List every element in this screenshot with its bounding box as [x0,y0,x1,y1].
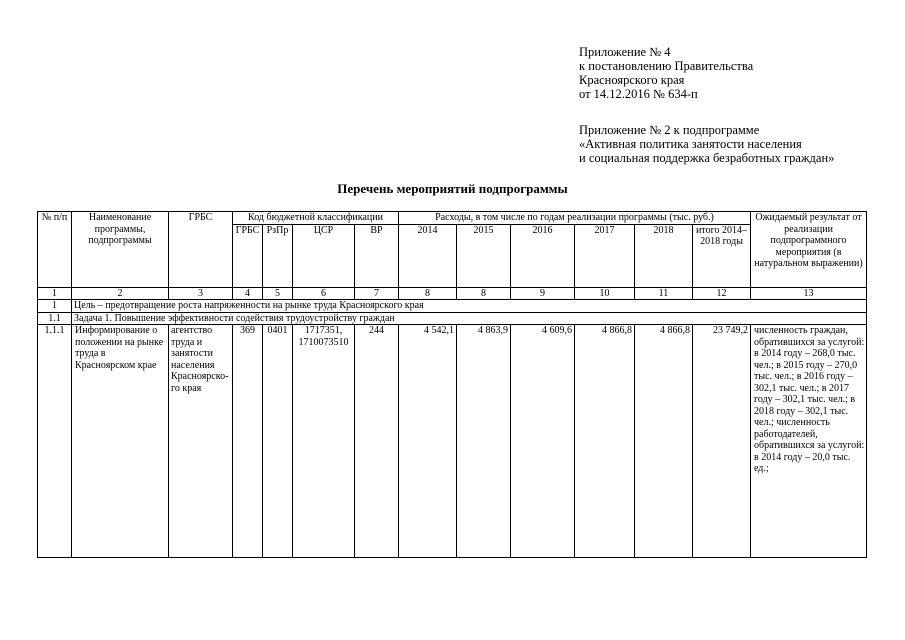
goal-row [38,300,867,313]
column-number: 8 [457,287,511,300]
header-num: № п/п [38,212,72,288]
header-total: итого 2014–2018 годы [693,224,751,287]
appendix-2-block [579,123,834,165]
header-year-2014: 2014 [399,224,457,287]
appendix-4-line: от 14.12.2016 № 634-п [579,87,698,101]
appendix-2-line: и социальная поддержка безработных граждан» [579,151,835,165]
column-number: 8 [399,287,457,300]
header-budget-code: Код бюджетной классификации [233,212,399,225]
goal-text: Цель – предотвращение роста напряженности на рынке труда Красноярского края [72,300,867,313]
row-csr: 1717351, 1710073510 [293,325,355,558]
column-number: 5 [263,287,293,300]
header-code-vr: ВР [355,224,399,287]
column-number: 2 [72,287,169,300]
header-name: Наименование программы, подпрограммы [72,212,169,288]
column-number: 1 [38,287,72,300]
column-number: 12 [693,287,751,300]
header-year-2015: 2015 [457,224,511,287]
task-num: 1.1 [38,312,72,325]
column-number-row [38,287,867,300]
appendix-2-line: Приложение № 2 к подпрограмме [579,123,760,137]
appendix-2-line: «Активная политика занятости населения [579,137,802,151]
goal-num: 1 [38,300,72,313]
row-vr: 244 [355,325,399,558]
column-number: 13 [751,287,867,300]
column-number: 11 [635,287,693,300]
appendix-4-line: Красноярского края [579,73,685,87]
row-result: численность граждан, обратившихся за услугой: в 2014 году – 268,0 тыс. чел.; в 2015 году – 270,0 тыс. чел.; в 2016 году – 302,1 тыс. чел.; в 2017 году – 302,1 тыс. чел.; в 2018 году – 302,1 тыс. чел.; численность работодателей, обратившихся за услугой: в 2014 году – 20,0 тыс. ед.; [751,325,867,558]
header-code-csr: ЦСР [293,224,355,287]
row-grbs-code: 369 [233,325,263,558]
header-row-1 [38,212,867,225]
row-2018: 4 866,8 [635,325,693,558]
row-grbs-name: агентство труда и занятости населения Красноярско-го края [169,325,233,558]
column-number: 7 [355,287,399,300]
table-row [38,325,867,558]
header-result: Ожидаемый результат от реализации подпрограммного мероприятия (в натуральном выражении) [751,212,867,288]
header-code-grbs: ГРБС [233,224,263,287]
task-row [38,312,867,325]
row-2015: 4 863,9 [457,325,511,558]
header-expenses: Расходы, в том числе по годам реализации программы (тыс. руб.) [399,212,751,225]
row-total: 23 749,2 [693,325,751,558]
header-year-2017: 2017 [575,224,635,287]
header-year-2018: 2018 [635,224,693,287]
row-num: 1.1.1 [38,325,72,558]
measures-table [37,211,867,558]
task-text: Задача 1. Повышение эффективности содействия трудоустройству граждан [72,312,867,325]
header-year-2016: 2016 [511,224,575,287]
column-number: 3 [169,287,233,300]
appendix-4-line: Приложение № 4 [579,45,671,59]
column-number: 6 [293,287,355,300]
row-2016: 4 609,6 [511,325,575,558]
row-rzpr: 0401 [263,325,293,558]
header-code-rzpr: РзПр [263,224,293,287]
appendix-4-block [579,45,753,101]
row-2017: 4 866,8 [575,325,635,558]
column-number: 4 [233,287,263,300]
row-2014: 4 542,1 [399,325,457,558]
column-number: 9 [511,287,575,300]
header-grbs: ГРБС [169,212,233,288]
column-number: 10 [575,287,635,300]
row-name: Информирование о положении на рынке труда в Красноярском крае [72,325,169,558]
appendix-4-line: к постановлению Правительства [579,59,754,73]
document-title: Перечень мероприятий подпрограммы [337,181,568,196]
